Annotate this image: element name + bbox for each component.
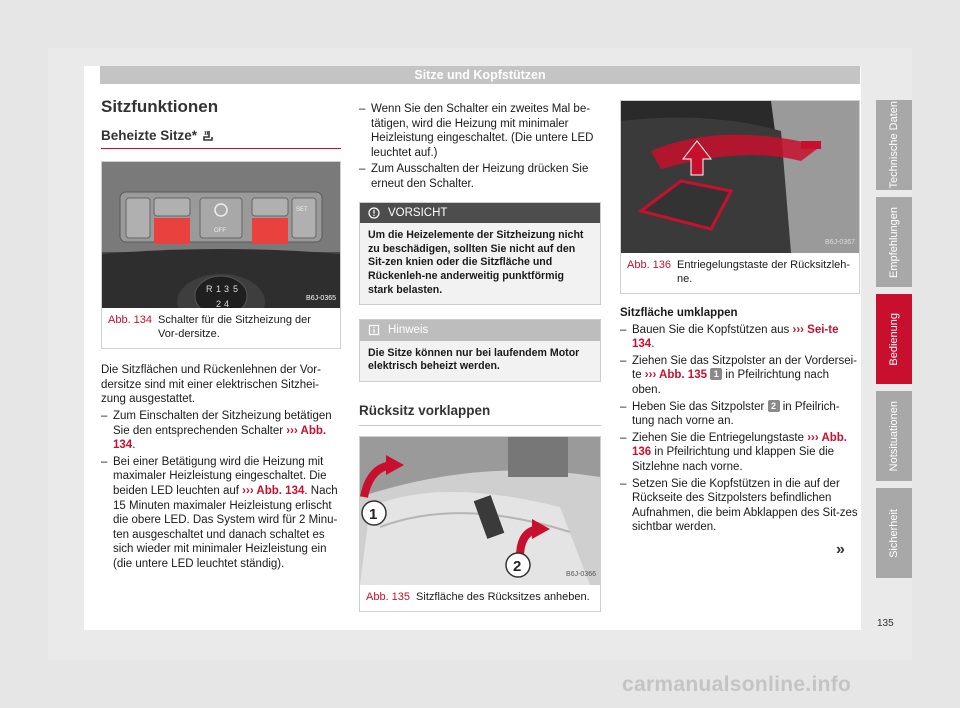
list-item [620, 354, 860, 398]
figure-136 [620, 100, 860, 294]
tab-label: Empfehlungen [888, 206, 900, 278]
heated-seats-heading [101, 129, 341, 144]
figure-135 [359, 436, 601, 613]
step-text: Bauen Sie die Kopfstützen aus [632, 323, 790, 336]
continued-marker: » [836, 541, 845, 558]
step-text: Ziehen Sie die Entriegelungstaste [632, 431, 804, 444]
seat-heating-switch-illustration [102, 162, 340, 308]
figure-135-code: B6J-0366 [566, 570, 596, 578]
note-text: Die Sitze können nur bei laufendem Motor elektrisch beheizt werden. [360, 341, 600, 381]
list-item [620, 323, 860, 352]
page-number: 135 [877, 618, 894, 629]
callout-badge: 1 [710, 368, 722, 380]
figure-136-image [621, 101, 859, 253]
figure-136-code: B6J-0367 [825, 239, 855, 247]
figure-link[interactable]: ››› Abb. 134 [242, 484, 305, 497]
fold-steps [620, 323, 860, 535]
fold-title: Sitzfläche umklappen [620, 307, 738, 319]
note-header [360, 320, 600, 341]
figure-134-code: B6J-0365 [306, 294, 336, 302]
step-tail: . [651, 338, 655, 351]
column-left [101, 97, 341, 574]
note-icon [368, 324, 380, 336]
step-text: Ziehen Sie das Sitzpolster an der Vordersei-te [632, 354, 858, 382]
tab-empfehlungen[interactable] [876, 197, 912, 287]
tab-label: Technische Daten [888, 101, 900, 189]
list-item [101, 409, 341, 453]
caution-text: Um die Heizelemente der Sitzheizung nicht zu beschädigen, sollten Sie nicht auf den Sit-zen knien oder die Sitzfläche und Rückenleh-ne anderweitig punktförmig stark belasten. [360, 223, 600, 304]
column-middle [359, 100, 601, 612]
step-text: Heben Sie das Sitzpolster [632, 400, 765, 413]
seat-heating-icon [201, 129, 215, 143]
figure-135-image [360, 437, 600, 585]
heated-seats-title: Beheizte Sitze* [101, 127, 198, 143]
page-header: Sitze und Kopfstützen [100, 66, 860, 84]
knob-gear-5: 5 [233, 284, 239, 295]
list-item: – Wenn Sie den Schalter ein zweites Mal be-tätigen, wird die Heizung mit minimaler Heizleistung eingeschaltet. (Die untere LED leuchtet auf.) [359, 102, 601, 160]
step-tail: . Nach 15 Minuten maximaler Heizleistung erlischt die obere LED. Das System wird für 2 Minu-ten ausgeschaltet und danach schaltet es sich wieder mit minimaler Heizleistung ein (die untere LED leuchtet ständig). [113, 484, 338, 570]
figure-134-number: Abb. 134 [108, 314, 153, 327]
rear-backrest-release-illustration [621, 101, 859, 253]
figure-135-label-2: 2 [513, 557, 522, 575]
tab-bedienung[interactable] [876, 294, 912, 384]
caution-icon [368, 207, 380, 219]
tab-label: Bedienung [888, 312, 900, 366]
note-label: Hinweis [388, 324, 429, 337]
heated-intro: Die Sitzflächen und Rückenlehnen der Vor-dersitze sind mit einer elektrischen Sitzhei-zung ausgestattet. [101, 364, 321, 406]
step-tail: in Pfeilrich-tung nach vorne an. [632, 400, 840, 428]
step-text: Zum Einschalten der Sitzheizung betätigen Sie den entsprechenden Schalter [113, 409, 332, 437]
figure-136-number: Abb. 136 [627, 259, 672, 271]
figure-134-caption [102, 308, 340, 348]
figure-link[interactable]: ››› Abb. 136 [632, 431, 847, 459]
note-box [359, 319, 601, 382]
figure-135-caption-text: Sitzfläche des Rücksitzes anheben. [416, 590, 590, 603]
tab-sicherheit[interactable] [876, 488, 912, 578]
switch-label-set: SET [296, 207, 308, 214]
tab-label: Sicherheit [888, 508, 900, 558]
knob-gear-r: R [206, 284, 213, 295]
step-tail: in Pfeilrichtung und klappen Sie die Sitzlehne nach vorne. [632, 446, 835, 473]
figure-134 [101, 161, 341, 349]
step-text: Setzen Sie die Kopfstützen in die auf der Rückseite des Sitzpolsters befindlichen Aufnahmen, die beim Abklappen des Sit-zes sichtbar werden. [632, 477, 858, 534]
figure-135-caption [360, 585, 600, 612]
page-link[interactable]: ››› Sei-te 134 [632, 323, 839, 351]
tab-label: Notsituationen [888, 400, 900, 472]
knob-gear-2: 2 [216, 299, 222, 309]
tab-technische-daten[interactable] [876, 100, 912, 190]
watermark: carmanualsonline.info [622, 673, 852, 696]
rear-seat-cushion-illustration [360, 437, 600, 585]
rear-seat-title: Rücksitz vorklappen [359, 402, 491, 418]
figure-135-label-1: 1 [369, 505, 378, 523]
tab-notsituationen[interactable] [876, 391, 912, 481]
heated-steps-continued [359, 102, 601, 192]
callout-badge: 2 [768, 400, 780, 412]
knob-gear-1: 1 [216, 284, 222, 295]
figure-134-image [102, 162, 340, 308]
figure-link[interactable]: ››› Abb. 135 [644, 369, 707, 382]
section-title: Sitzfunktionen [101, 97, 219, 116]
caution-header [360, 203, 600, 224]
knob-gear-3: 3 [224, 284, 230, 295]
step-tail: in Pfeilrichtung nach oben. [632, 369, 829, 396]
figure-link[interactable]: ››› Abb. 134 [113, 424, 327, 452]
list-item [620, 477, 860, 535]
list-item [101, 455, 341, 572]
caution-label: VORSICHT [388, 206, 448, 219]
list-item [620, 400, 860, 429]
figure-136-caption [621, 253, 859, 293]
figure-135-number: Abb. 135 [366, 590, 411, 603]
knob-gear-4: 4 [224, 299, 230, 309]
switch-label-off: OFF [214, 228, 226, 235]
list-item: – Zum Ausschalten der Heizung drücken Sie erneut den Schalter. [359, 162, 601, 191]
figure-136-caption-text: Entriegelungstaste der Rücksitzleh-ne. [677, 259, 851, 285]
heated-steps [101, 409, 341, 572]
column-right [620, 100, 860, 537]
heading-rule [359, 425, 601, 426]
list-item [620, 431, 860, 475]
caution-box [359, 202, 601, 306]
step-tail: . [132, 439, 136, 452]
figure-134-caption-text: Schalter für die Sitzheizung der Vor-dersitze. [158, 314, 311, 340]
step-text: Bei einer Betätigung wird die Heizung mit maximaler Heizleistung eingeschaltet. Die beiden LED leuchten auf [113, 455, 327, 497]
heading-rule [101, 148, 341, 149]
